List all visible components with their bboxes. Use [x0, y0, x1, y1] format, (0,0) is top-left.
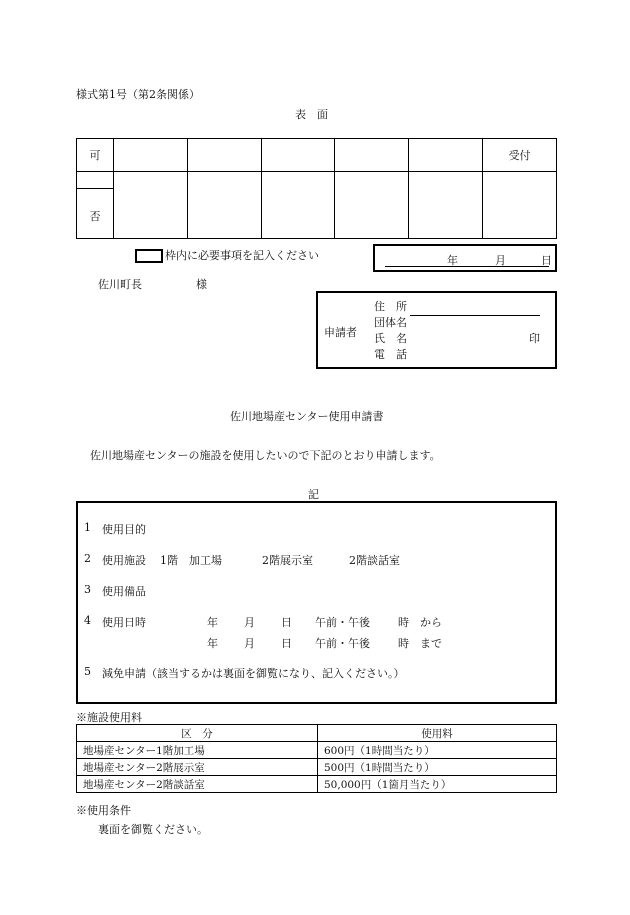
item-num: 3	[84, 583, 91, 596]
date-month: 月	[495, 254, 506, 267]
datetime-from: から	[420, 616, 442, 629]
item-facility-label: 使用施設	[102, 554, 146, 567]
address-underline	[410, 315, 540, 316]
intro-text: 佐川地場産センターの施設を使用したいので下記のとおり申請します。	[90, 449, 441, 462]
approval-cell[interactable]	[187, 172, 261, 239]
approval-ka: 可	[77, 139, 114, 172]
applicant-name-label: 氏 名	[374, 332, 407, 345]
fee-amount: 500円（1時間当たり）	[318, 759, 557, 776]
table-row	[77, 759, 557, 776]
fee-section-label: ※施設使用料	[76, 711, 142, 724]
bold-frame-sample	[135, 249, 163, 263]
item-num: 5	[84, 665, 91, 678]
approval-table	[76, 138, 557, 239]
approval-hi: 否	[89, 210, 101, 223]
approval-cell[interactable]	[114, 172, 188, 239]
conditions-text: 裏面を御覧ください。	[98, 823, 208, 836]
date-underline	[385, 266, 549, 267]
approval-cell[interactable]	[409, 172, 483, 239]
datetime-day: 日	[281, 616, 292, 629]
applicant-phone-label: 電 話	[374, 348, 407, 361]
fee-category: 地場産センター2階展示室	[77, 759, 318, 776]
item-equipment-label: 使用備品	[102, 585, 146, 598]
date-box[interactable]	[373, 244, 557, 272]
datetime-ampm[interactable]: 午前・午後	[315, 616, 370, 629]
datetime-hour: 時	[398, 616, 409, 629]
item-num: 1	[84, 521, 91, 534]
facility-option-2f-lounge[interactable]: 2階談話室	[349, 554, 400, 567]
applicant-address-label: 住 所	[374, 300, 407, 313]
applicant-label: 申請者	[324, 326, 357, 339]
applicant-box[interactable]	[316, 291, 557, 369]
addressee-honorific: 様	[196, 278, 207, 291]
fee-table	[76, 724, 557, 793]
ki-label: 記	[308, 488, 319, 501]
fee-header-row	[77, 725, 557, 742]
approval-cell[interactable]	[114, 139, 188, 172]
side-label: 表 面	[295, 108, 328, 121]
table-row	[77, 742, 557, 759]
reception-header: 受付	[483, 139, 557, 172]
approval-cell[interactable]	[409, 139, 483, 172]
table-row	[77, 776, 557, 793]
date-day: 日	[541, 254, 552, 267]
fee-category: 地場産センター1階加工場	[77, 742, 318, 759]
item-num: 4	[84, 614, 91, 627]
applicant-group-label: 団体名	[374, 316, 407, 329]
reception-stamp-cell[interactable]	[483, 172, 557, 239]
item-datetime-label: 使用日時	[102, 616, 146, 629]
conditions-label: ※使用条件	[76, 804, 131, 817]
notice-text: 枠内に必要事項を記入ください	[165, 249, 319, 262]
fee-amount: 50,000円（1箇月当たり）	[318, 776, 557, 793]
approval-hi-cell	[77, 172, 114, 239]
applicant-seal: 印	[529, 332, 540, 345]
datetime-year: 年	[207, 637, 218, 650]
datetime-day: 日	[281, 637, 292, 650]
date-year: 年	[447, 254, 458, 267]
approval-cell[interactable]	[187, 139, 261, 172]
datetime-year: 年	[207, 616, 218, 629]
datetime-ampm[interactable]: 午前・午後	[315, 637, 370, 650]
fee-header-category: 区 分	[77, 725, 318, 742]
datetime-month: 月	[244, 637, 255, 650]
item-num: 2	[84, 552, 91, 565]
approval-cell[interactable]	[261, 139, 335, 172]
item-exemption-label: 減免申請（該当するかは裏面を御覧になり、記入ください。）	[102, 667, 405, 680]
datetime-hour: 時	[398, 637, 409, 650]
datetime-until: まで	[420, 637, 442, 650]
form-number: 様式第1号（第2条関係）	[76, 88, 200, 101]
approval-cell[interactable]	[335, 172, 409, 239]
items-box[interactable]	[76, 501, 557, 704]
facility-option-1f-processing[interactable]: 1階 加工場	[160, 554, 222, 567]
item-purpose-label: 使用目的	[102, 523, 146, 536]
approval-cell[interactable]	[335, 139, 409, 172]
fee-header-fee: 使用料	[318, 725, 557, 742]
facility-option-2f-exhibition[interactable]: 2階展示室	[262, 554, 313, 567]
fee-category: 地場産センター2階談話室	[77, 776, 318, 793]
approval-cell[interactable]	[261, 172, 335, 239]
addressee-name: 佐川町長	[98, 278, 142, 291]
fee-amount: 600円（1時間当たり）	[318, 742, 557, 759]
document-title: 佐川地場産センター使用申請書	[230, 410, 384, 423]
datetime-month: 月	[244, 616, 255, 629]
